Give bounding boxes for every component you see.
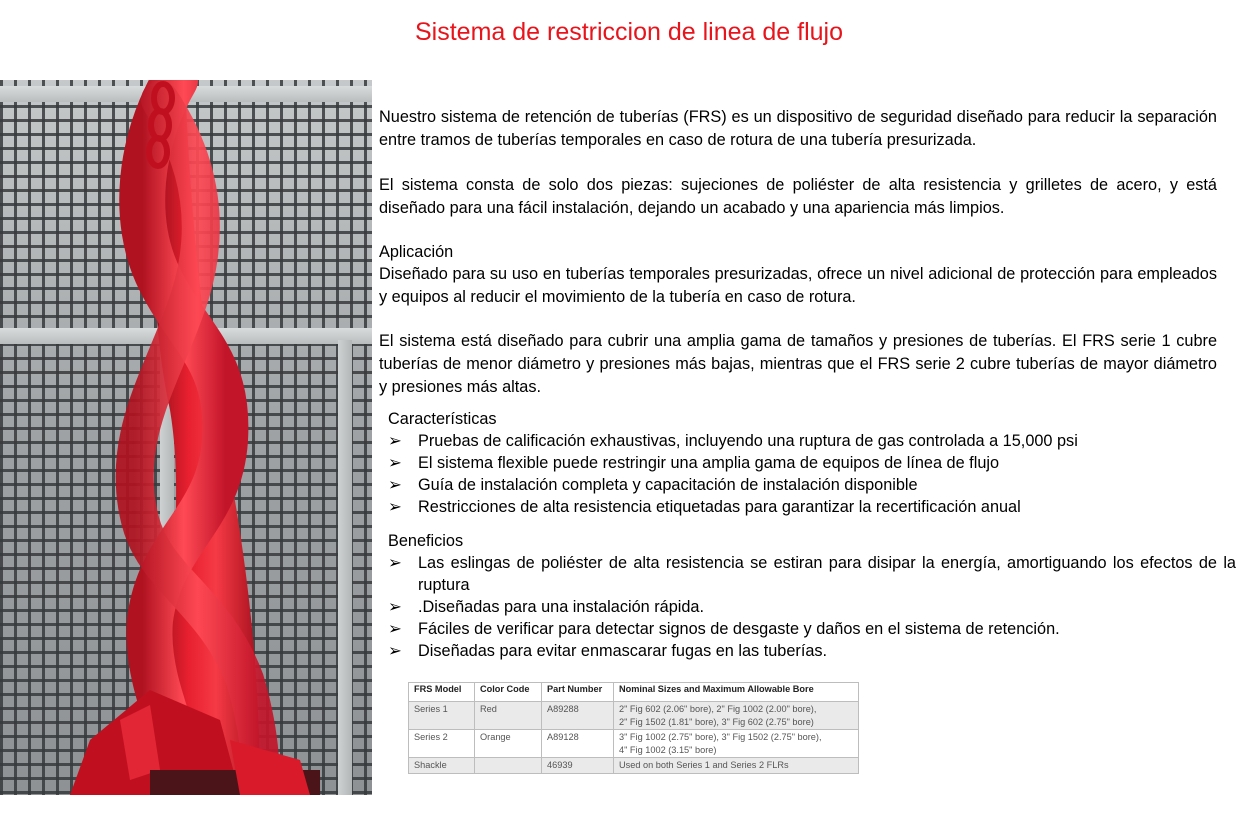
table-cell: Red xyxy=(475,702,542,730)
table-cell: Used on both Series 1 and Series 2 FLRs xyxy=(614,758,859,774)
list-item: ➢ El sistema flexible puede restringir una amplia gama de equipos de línea de flujo xyxy=(388,454,1000,472)
table-cell: Series 1 xyxy=(409,702,475,730)
table-header: FRS Model xyxy=(409,683,475,702)
table-cell: Orange xyxy=(475,730,542,758)
list-item: ➢ Guía de instalación completa y capacitación de instalación disponible xyxy=(388,476,918,494)
list-item: ➢ Fáciles de verificar para detectar signos de desgaste y daños en el sistema de retención. xyxy=(388,620,1060,638)
benefits-heading: Beneficios xyxy=(388,532,464,550)
application-text-2: El sistema está diseñado para cubrir una amplia gama de tamaños y presiones de tuberías. El FRS serie 1 cubre tuberías de menor diámetro y presiones más bajas, mientras que el FRS serie 2 cubre tuberías de mayor diámetro y presiones más altas. xyxy=(379,332,1217,396)
intro-paragraph-1: Nuestro sistema de retención de tuberías (FRS) es un dispositivo de seguridad diseñado para reducir la separación entre tramos de tuberías temporales en caso de rotura de una tubería presurizada. xyxy=(379,108,1217,149)
features-heading: Características xyxy=(388,410,497,428)
arrow-bullet-icon: ➢ xyxy=(388,454,402,472)
table-cell: 2" Fig 602 (2.06" bore), 2" Fig 1002 (2.00" bore), 2" Fig 1502 (1.81" bore), 3" Fig 602 (2.75" bore) xyxy=(614,702,859,730)
table-row xyxy=(409,730,859,758)
list-item: ➢ Las eslingas de poliéster de alta resistencia se estiran para disipar la energía, amortiguando los efectos de la ruptura xyxy=(388,554,1236,594)
table-cell: Shackle xyxy=(409,758,475,774)
table-header: Color Code xyxy=(475,683,542,702)
table-cell: 3" Fig 1002 (2.75" bore), 3" Fig 1502 (2.75" bore), 4" Fig 1002 (3.15" bore) xyxy=(614,730,859,758)
table-header: Part Number xyxy=(542,683,614,702)
product-photo xyxy=(0,80,372,795)
red-sling-illustration xyxy=(0,80,372,795)
table-header: Nominal Sizes and Maximum Allowable Bore xyxy=(614,683,859,702)
application-heading: Aplicación xyxy=(379,243,454,261)
list-item: ➢ Diseñadas para evitar enmascarar fugas en las tuberías. xyxy=(388,642,828,660)
features-list xyxy=(388,430,1228,518)
arrow-bullet-icon: ➢ xyxy=(388,476,402,494)
arrow-bullet-icon: ➢ xyxy=(388,642,402,660)
table-cell: A89128 xyxy=(542,730,614,758)
table-cell: A89288 xyxy=(542,702,614,730)
arrow-bullet-icon: ➢ xyxy=(388,498,402,516)
table-cell: Series 2 xyxy=(409,730,475,758)
benefits-list xyxy=(388,552,1236,662)
arrow-bullet-icon: ➢ xyxy=(388,620,402,638)
table-cell: 46939 xyxy=(542,758,614,774)
arrow-bullet-icon: ➢ xyxy=(388,598,402,616)
list-item: ➢ Pruebas de calificación exhaustivas, incluyendo una ruptura de gas controlada a 15,000 psi xyxy=(388,432,1078,450)
spec-table xyxy=(408,682,859,774)
table-header-row xyxy=(409,683,859,702)
list-item: ➢ Restricciones de alta resistencia etiquetadas para garantizar la recertificación anual xyxy=(388,498,1021,516)
intro-paragraph-2: El sistema consta de solo dos piezas: sujeciones de poliéster de alta resistencia y grilletes de acero, y está diseñado para una fácil instalación, dejando un acabado y una apariencia más limpios. xyxy=(379,176,1217,217)
table-row xyxy=(409,758,859,774)
table-row xyxy=(409,702,859,730)
arrow-bullet-icon: ➢ xyxy=(388,432,402,450)
application-text: Diseñado para su uso en tuberías temporales presurizadas, ofrece un nivel adicional de protección para empleados y equipos al reducir el movimiento de la tubería en caso de rotura. xyxy=(379,265,1217,306)
page-title: Sistema de restriccion de linea de flujo xyxy=(414,18,843,46)
arrow-bullet-icon: ➢ xyxy=(388,554,402,572)
list-item: ➢ .Diseñadas para una instalación rápida. xyxy=(388,598,705,616)
table-cell xyxy=(475,758,542,774)
